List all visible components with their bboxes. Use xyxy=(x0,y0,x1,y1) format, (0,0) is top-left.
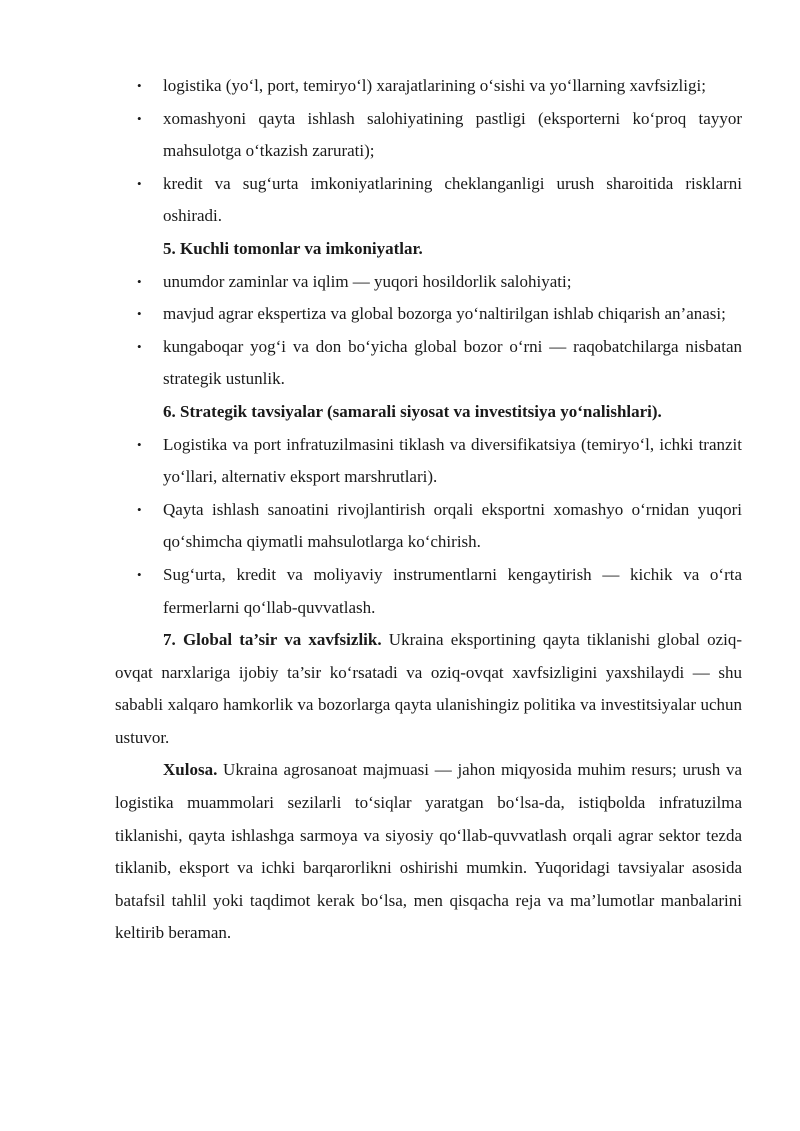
bullet-icon: • xyxy=(137,338,142,354)
list-item xyxy=(115,103,742,168)
list-item-text: kredit va sug‘urta imkoniyatlarining cheklanganligi urush sharoitida risklarni oshiradi. xyxy=(163,173,742,226)
document-page xyxy=(115,70,742,950)
list-item xyxy=(115,494,742,559)
section-7-title: 7. Global ta’sir va xavfsizlik. xyxy=(163,630,382,650)
list-item xyxy=(115,559,742,624)
challenges-list xyxy=(115,70,742,233)
bullet-icon: • xyxy=(137,78,142,93)
strengths-list xyxy=(115,266,742,396)
list-item xyxy=(115,70,742,103)
bullet-icon: • xyxy=(137,436,142,452)
list-item-text: logistika (yo‘l, port, temiryo‘l) xarajatlarining o‘sishi va yo‘llarning xavfsizligi; xyxy=(163,76,706,95)
bullet-icon: • xyxy=(137,273,142,289)
section-7-paragraph xyxy=(115,624,742,754)
recommendations-list xyxy=(115,429,742,625)
conclusion-paragraph xyxy=(115,754,742,950)
bullet-icon: • xyxy=(137,566,142,582)
bullet-icon: • xyxy=(137,175,142,191)
bullet-icon: • xyxy=(137,110,142,126)
bullet-icon: • xyxy=(137,501,142,517)
list-item xyxy=(115,429,742,494)
list-item-text: unumdor zaminlar va iqlim — yuqori hosildorlik salohiyati; xyxy=(163,271,572,291)
list-item xyxy=(115,168,742,233)
list-item-text: kungaboqar yog‘i va don bo‘yicha global bozor o‘rni — raqobatchilarga nisbatan strategik ustunlik. xyxy=(163,336,742,389)
list-item-text: xomashyoni qayta ishlash salohiyatining pastligi (eksporterni ko‘proq tayyor mahsulotga o‘tkazish zarurati); xyxy=(163,108,742,161)
section-heading-5: 5. Kuchli tomonlar va imkoniyatlar. xyxy=(163,238,423,258)
list-item xyxy=(115,298,742,331)
conclusion-title: Xulosa. xyxy=(163,760,218,780)
list-item xyxy=(115,331,742,396)
conclusion-text: Ukraina agrosanoat majmuasi — jahon miqyosida muhim resurs; urush va logistika muammolari sezilarli to‘siqlar yaratgan bo‘lsa-da, istiqbolda infratuzilma tiklanishi, qayta ishlashga sarmoya va siyosiy qo‘llab-quvvatlash orqali agrar sektor tezda tiklanib, eksport va ichki barqarorlikni oshirishi mumkin. Yuqoridagi tavsiyalar asosida batafsil tahlil yoki taqdimot kerak bo‘lsa, men qisqacha reja va ma’lumotlar manbalarini keltirib beraman. xyxy=(115,760,742,943)
list-item-text: Logistika va port infratuzilmasini tiklash va diversifikatsiya (temiryo‘l, ichki tranzit yo‘llari, alternativ eksport marshrutlari). xyxy=(163,434,742,487)
list-item-text: Sug‘urta, kredit va moliyaviy instrumentlarni kengaytirish — kichik va o‘rta fermerlarni qo‘llab-quvvatlash. xyxy=(163,564,742,617)
bullet-icon: • xyxy=(137,306,142,322)
list-item-text: mavjud agrar ekspertiza va global bozorga yo‘naltirilgan ishlab chiqarish an’anasi; xyxy=(163,304,726,324)
section-heading-6: 6. Strategik tavsiyalar (samarali siyosat va investitsiya yo‘nalishlari). xyxy=(163,401,662,421)
list-item xyxy=(115,266,742,299)
list-item-text: Qayta ishlash sanoatini rivojlantirish orqali eksportni xomashyo o‘rnidan yuqori qo‘shimcha qiymatli mahsulotlarga ko‘chirish. xyxy=(163,499,742,552)
section-7-text: Ukraina eksportining qayta tiklanishi global oziq-ovqat narxlariga ijobiy ta’sir ko‘rsatadi va oziq-ovqat xavfsizligini yaxshilaydi — shu sababli xalqaro hamkorlik va bozorlarga qayta ulanishingiz politika va investitsiyalar uchun ustuvor. xyxy=(115,630,742,747)
